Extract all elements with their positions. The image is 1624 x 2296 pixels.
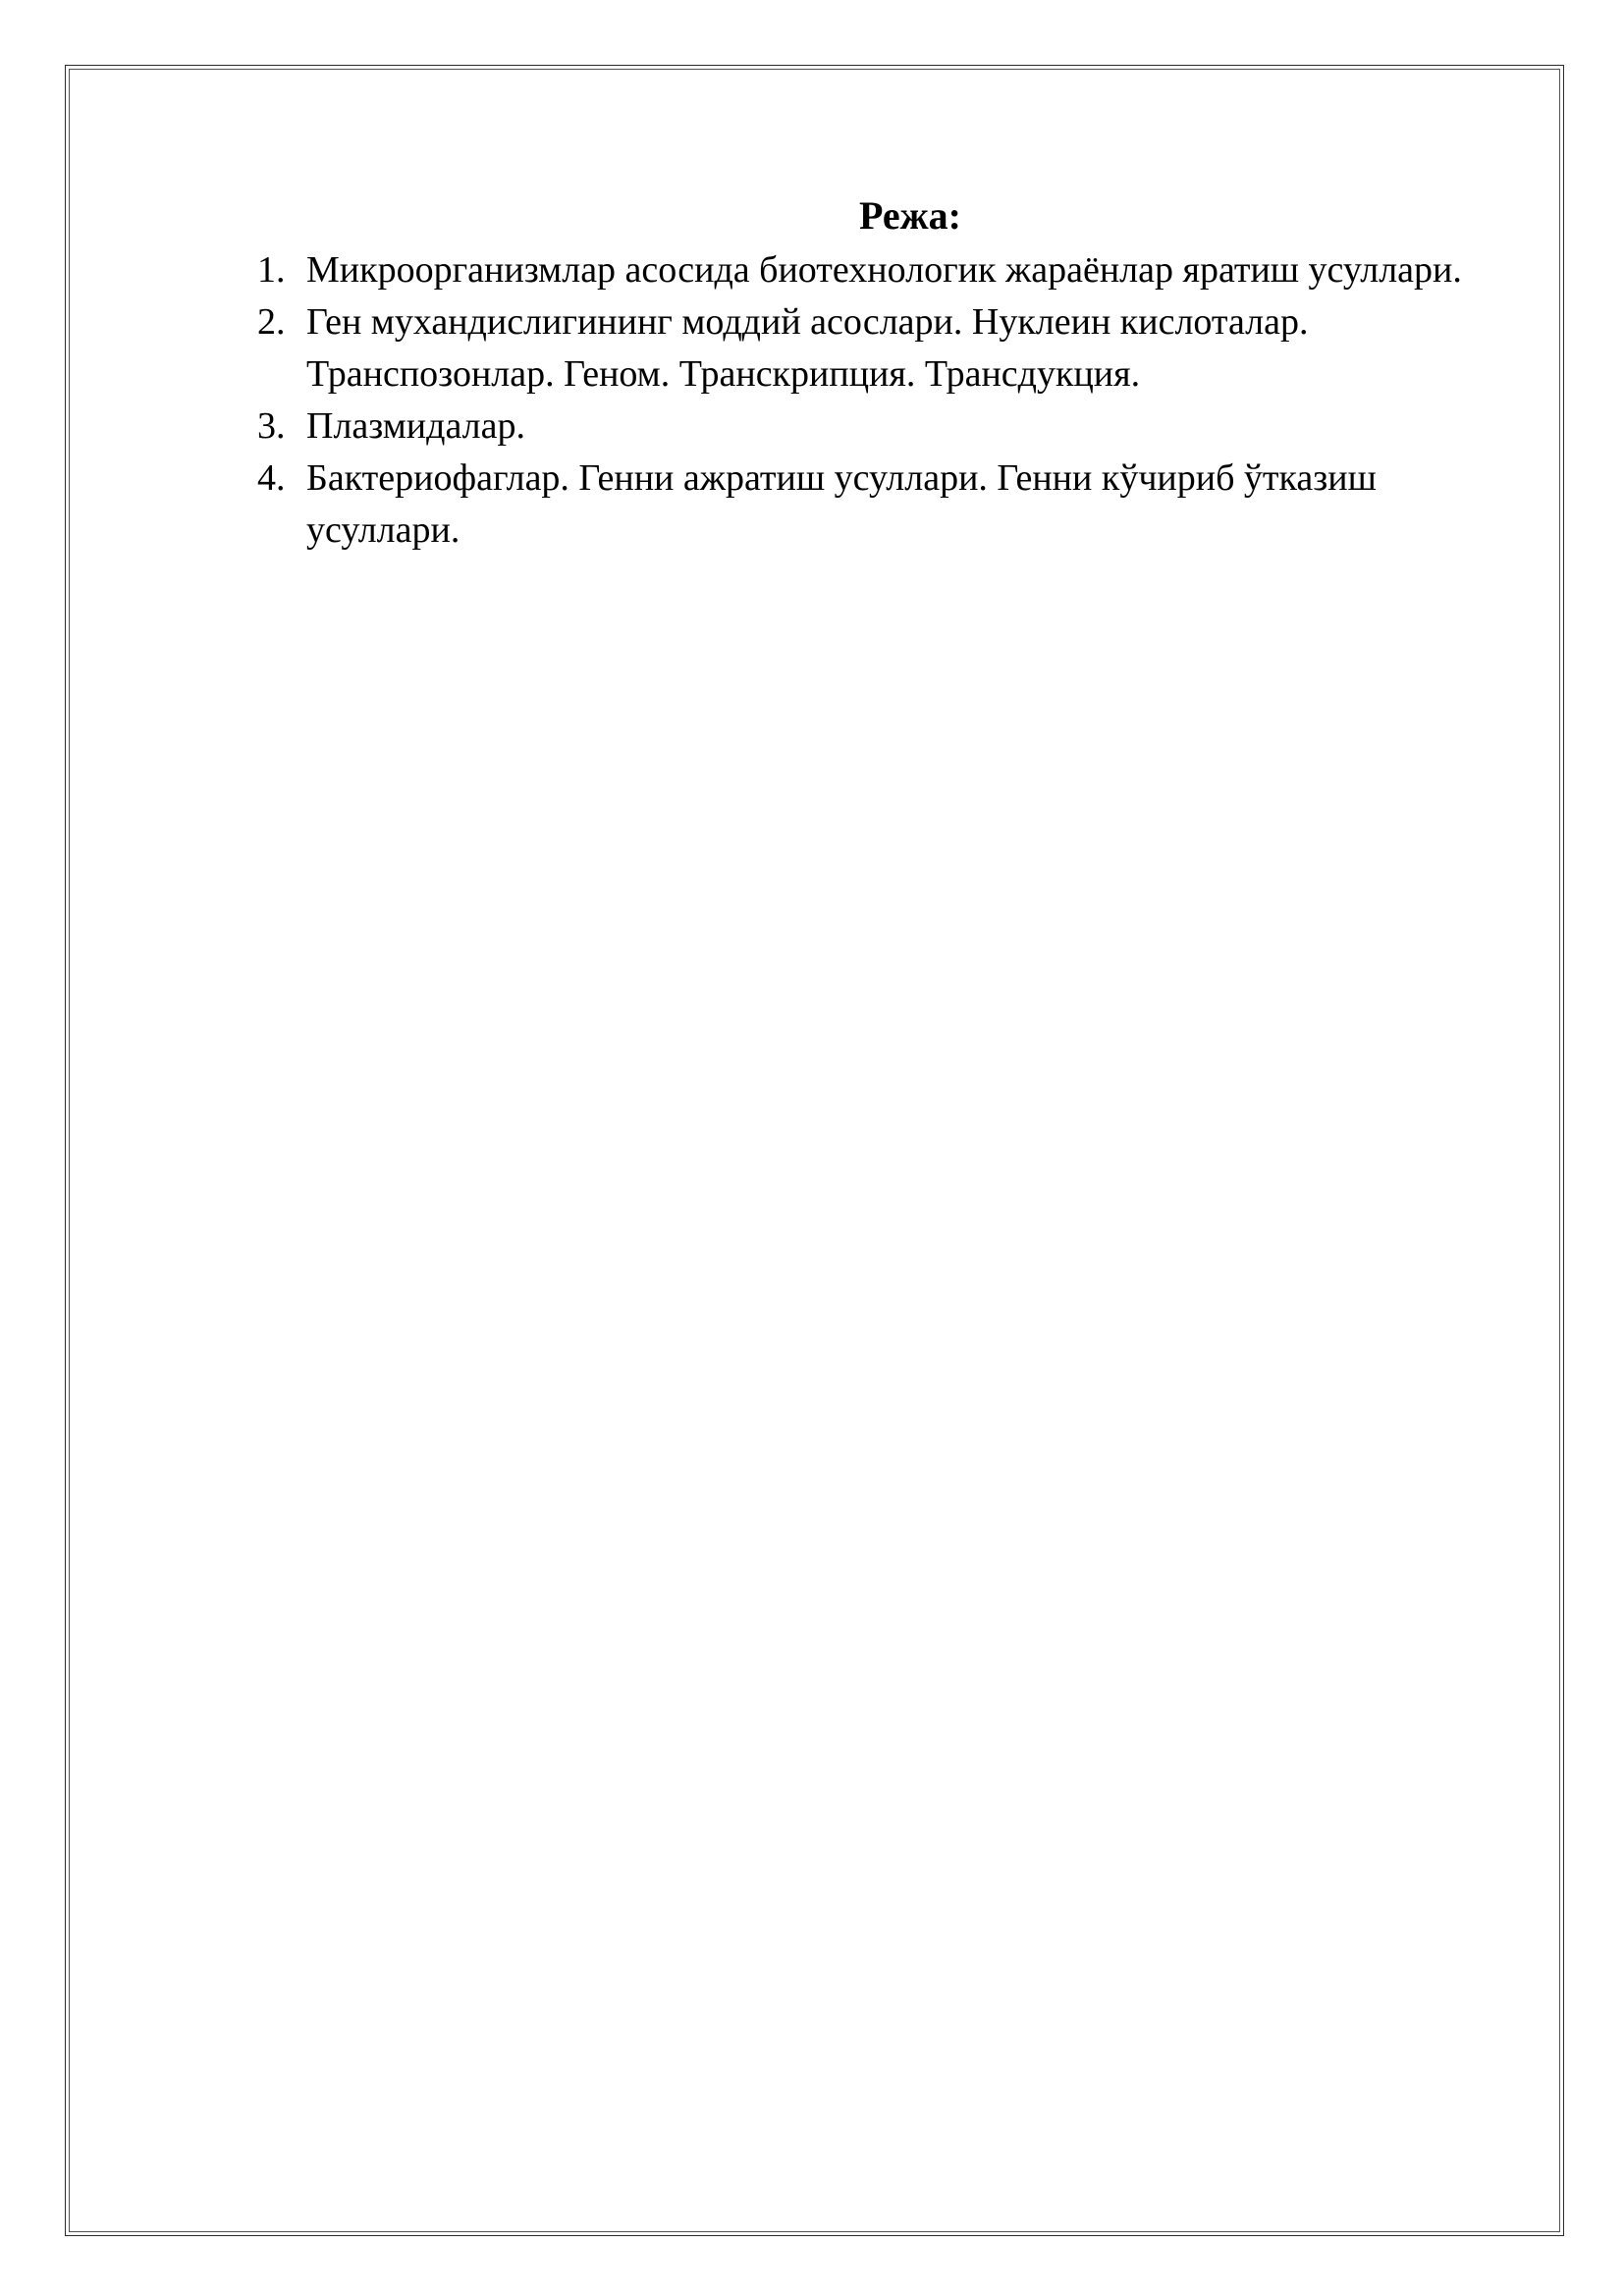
plan-item-number: 1.	[257, 249, 286, 291]
plan-item-number: 4.	[257, 457, 286, 499]
plan-item-1	[257, 244, 1534, 296]
plan-item-4	[257, 453, 1534, 557]
plan-item-2	[257, 296, 1534, 400]
plan-title: Режа:	[859, 193, 961, 238]
plan-item-text: Микроорганизмлар асосида биотехнологик жараёнлар яратиш усуллари.	[306, 249, 1462, 291]
plan-item-number: 2.	[257, 301, 286, 343]
plan-item-text: Ген мухандислигининг моддий асослари. Нуклеин кислоталар. Транспозонлар. Геном. Транскрипция. Трансдукция.	[306, 301, 1309, 395]
plan-item-3	[257, 400, 1534, 453]
plan-item-text: Плазмидалар.	[306, 405, 525, 447]
plan-list	[257, 244, 1534, 557]
plan-item-number: 3.	[257, 405, 286, 447]
plan-item-text: Бактериофаглар. Генни ажратиш усуллари. Генни кўчириб ўтказиш усуллари.	[306, 457, 1377, 551]
